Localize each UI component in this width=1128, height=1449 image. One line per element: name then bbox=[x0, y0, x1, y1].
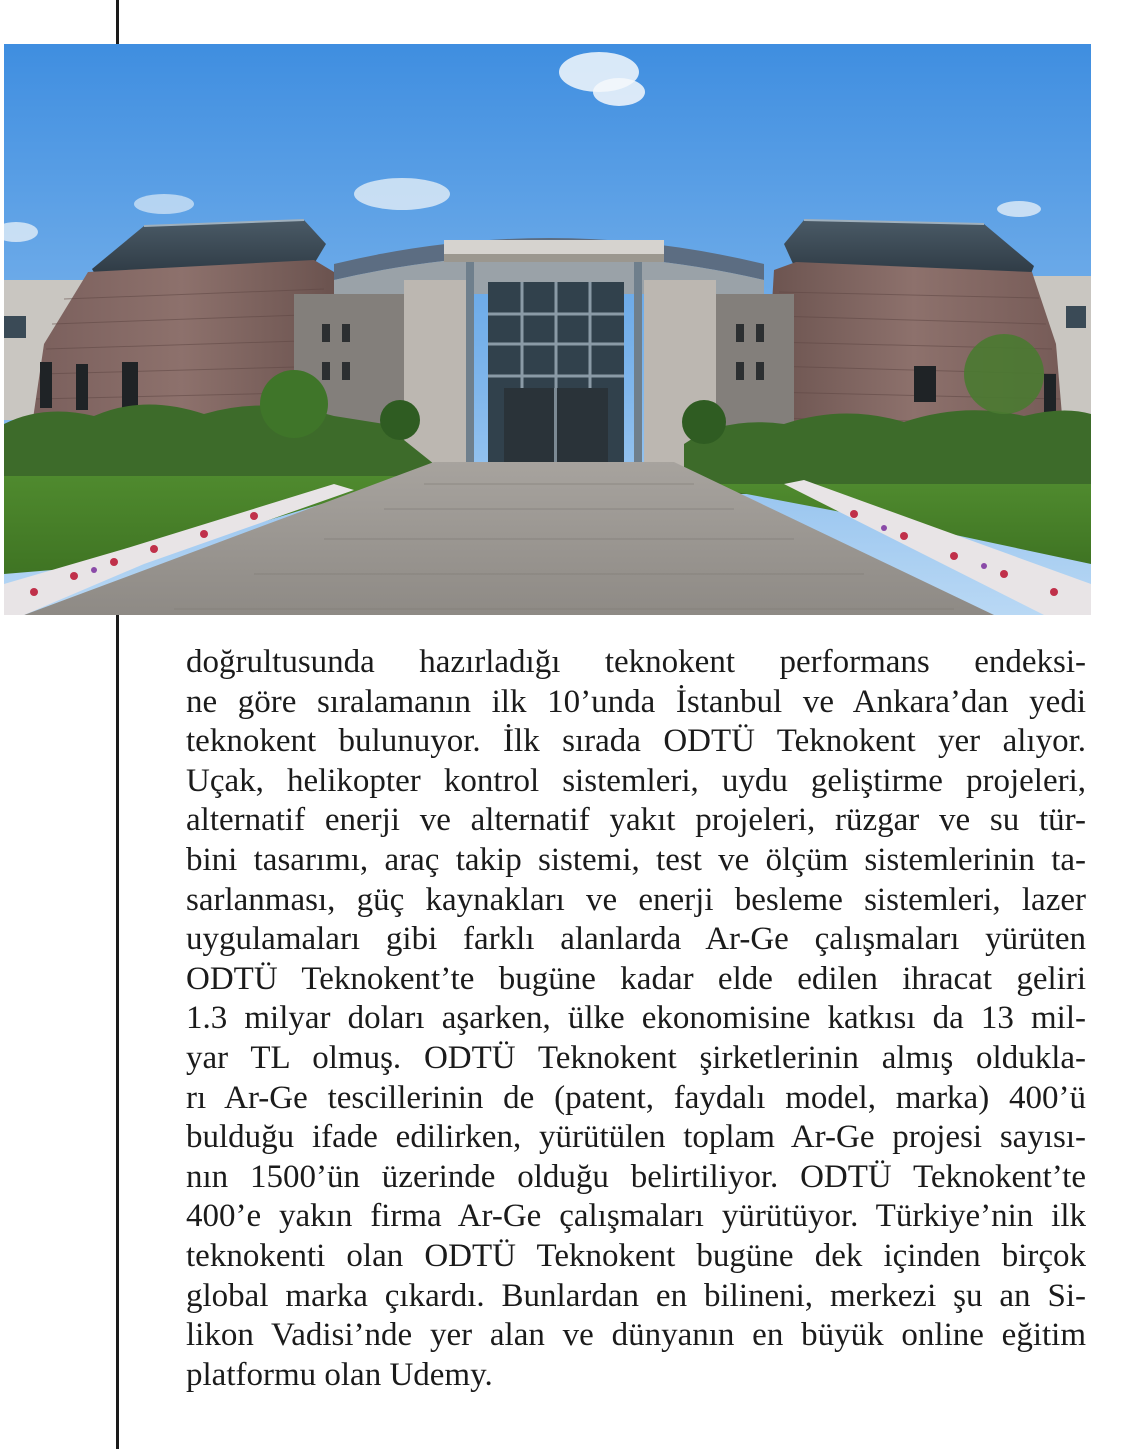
paragraph-line: teknokent bulunuyor. İlk sırada ODTÜ Teknokent yer alıyor. bbox=[186, 723, 1086, 760]
paragraph-line: likon Vadisi’nde yer alan ve dünyanın en büyük online eğitim bbox=[186, 1317, 1086, 1354]
paragraph-line: nın 1500’ün üzerinde olduğu belirtiliyor. ODTÜ Teknokent’te bbox=[186, 1158, 1086, 1195]
paragraph-line: uygulamaları gibi farklı alanlarda Ar-Ge çalışmaları yürüten bbox=[186, 921, 1086, 958]
campus-building-photo bbox=[4, 44, 1091, 615]
paragraph-line: teknokenti olan ODTÜ Teknokent bugüne dek içinden birçok bbox=[186, 1237, 1086, 1274]
paragraph-line: yar TL olmuş. ODTÜ Teknokent şirketlerinin almış oldukla- bbox=[186, 1039, 1086, 1076]
column-rule-bottom bbox=[116, 615, 119, 1449]
article-body bbox=[186, 643, 1086, 1395]
paragraph-line: global marka çıkardı. Bunlardan en bilineni, merkezi şu an Si- bbox=[186, 1277, 1086, 1314]
paragraph-line: bulduğu ifade edilirken, yürütülen toplam Ar-Ge projesi sayısı- bbox=[186, 1119, 1086, 1156]
paragraph-line: alternatif enerji ve alternatif yakıt projeleri, rüzgar ve su tür- bbox=[186, 802, 1086, 839]
paragraph-line: sarlanması, güç kaynakları ve enerji besleme sistemleri, lazer bbox=[186, 881, 1086, 918]
paragraph-line: bini tasarımı, araç takip sistemi, test ve ölçüm sistemlerinin ta- bbox=[186, 841, 1086, 878]
column-rule-top bbox=[116, 0, 119, 44]
paragraph-line: platformu olan Udemy. bbox=[186, 1356, 493, 1393]
paragraph-line: rı Ar-Ge tescillerinin de (patent, faydalı model, marka) 400’ü bbox=[186, 1079, 1086, 1116]
paragraph-line: 400’e yakın firma Ar-Ge çalışmaları yürütüyor. Türkiye’nin ilk bbox=[186, 1198, 1086, 1235]
paragraph-line: doğrultusunda hazırladığı teknokent performans endeksi- bbox=[186, 644, 1086, 680]
paragraph-line: Uçak, helikopter kontrol sistemleri, uydu geliştirme projeleri, bbox=[186, 762, 1086, 799]
paragraph-line: ODTÜ Teknokent’te bugüne kadar elde edilen ihracat geliri bbox=[186, 960, 1086, 997]
paragraph-line: 1.3 milyar doları aşarken, ülke ekonomisine katkısı da 13 mil- bbox=[186, 1000, 1086, 1037]
paragraph-line: ne göre sıralamanın ilk 10’unda İstanbul ve Ankara’dan yedi bbox=[186, 683, 1086, 720]
